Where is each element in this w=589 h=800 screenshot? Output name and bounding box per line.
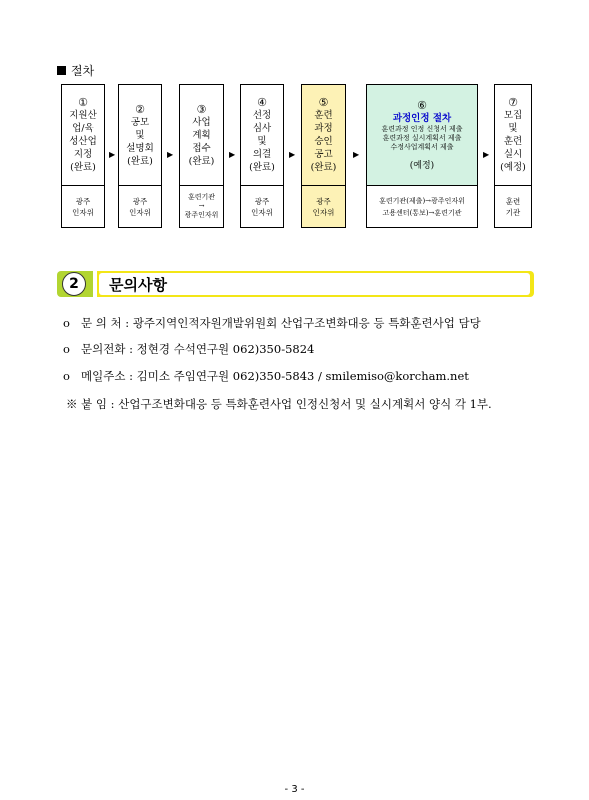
step-6-number: ⑥ (417, 99, 427, 112)
step-3-number: ③ (196, 102, 207, 116)
procedure-heading (57, 62, 94, 79)
arrow-icon: ▶ (229, 150, 236, 159)
page-number: - 3 - (284, 784, 305, 795)
contact-label: 문 의 처 (81, 316, 122, 330)
step-6-box (366, 84, 478, 228)
procedure-heading-label: 절차 (71, 64, 95, 78)
arrow-icon: ▶ (483, 150, 490, 159)
square-bullet-icon (57, 66, 66, 75)
contact-line-email: o 메일주소 : 김미소 주임연구원 062)350-5843 / smilemiso@korcham.net (63, 369, 469, 383)
step-1-box (61, 84, 105, 228)
step-4-org: 광주 인자위 (251, 196, 273, 217)
inquiry-section-banner (57, 271, 534, 297)
bullet-icon: o (63, 369, 70, 383)
step-5-box (301, 84, 346, 228)
step-4-label: 선정 심사 및 의결 (완료) (249, 110, 275, 173)
arrow-icon: ▶ (353, 150, 360, 159)
arrow-icon: ▶ (289, 150, 296, 159)
step-2-label: 공모 및 설명회 (완료) (126, 116, 154, 167)
step-6-org: 훈련기관(제출)→광주인자위 고용센터(통보)→훈련기관 (379, 196, 465, 217)
arrow-icon: ▶ (167, 150, 174, 159)
section-number-badge: 2 (62, 272, 86, 296)
bullet-icon: o (63, 342, 70, 356)
step-3-label: 사업 계획 접수 (완료) (188, 116, 215, 167)
step-6-status: (예정) (409, 161, 435, 171)
bullet-icon: o (63, 316, 70, 330)
step-7-label: 모집 및 훈련 실시 (예정) (500, 110, 526, 173)
contact-value: 김미소 주임연구원 062)350-5843 / smilemiso@korcham.net (136, 369, 469, 383)
inquiry-title: 문의사항 (99, 273, 530, 295)
step-1-org: 광주 인자위 (72, 196, 94, 217)
step-3-org: 훈련기관 → 광주인자위 (184, 193, 219, 219)
step-2-number: ② (135, 102, 145, 116)
step-1-label: 지원산 업/육 성산업 지정 (완료) (69, 110, 97, 173)
step-6-title: 과정인정 절차 (392, 113, 452, 124)
contact-value: 정현경 수석연구원 062)350-5824 (136, 342, 315, 356)
arrow-icon: ▶ (109, 150, 116, 159)
contact-line-office: o 문 의 처 : 광주지역인적자원개발위원회 산업구조변화대응 등 특화훈련사업 담당 (63, 316, 481, 330)
step-2-org: 광주 인자위 (129, 196, 151, 217)
step-5-label: 훈련 과정 승인 공고 (완료) (310, 110, 337, 173)
contact-value: 광주지역인적자원개발위원회 산업구조변화대응 등 특화훈련사업 담당 (132, 316, 481, 330)
attachment-note: ※ 붙 임 : 산업구조변화대응 등 특화훈련사업 인정신청서 및 실시계획서 양식 각 1부. (66, 397, 492, 411)
step-1-number: ① (78, 96, 88, 109)
contact-line-phone: o 문의전화 : 정현경 수석연구원 062)350-5824 (63, 342, 315, 356)
step-7-number: ⑦ (508, 96, 518, 109)
step-3-box (179, 84, 224, 228)
step-5-number: ⑤ (318, 96, 329, 109)
step-5-org: 광주 인자위 (312, 196, 335, 217)
step-7-box (494, 84, 532, 228)
contact-label: 문의전화 (81, 342, 126, 356)
step-6-lines: 훈련과정 인정 신청서 제출 훈련과정 실시계획서 제출 수정사업계획서 제출 (381, 125, 463, 151)
step-4-box (240, 84, 284, 228)
step-4-number: ④ (257, 96, 267, 109)
step-2-box (118, 84, 162, 228)
contact-label: 메일주소 (81, 369, 126, 383)
step-7-org: 훈련 기관 (505, 196, 521, 217)
